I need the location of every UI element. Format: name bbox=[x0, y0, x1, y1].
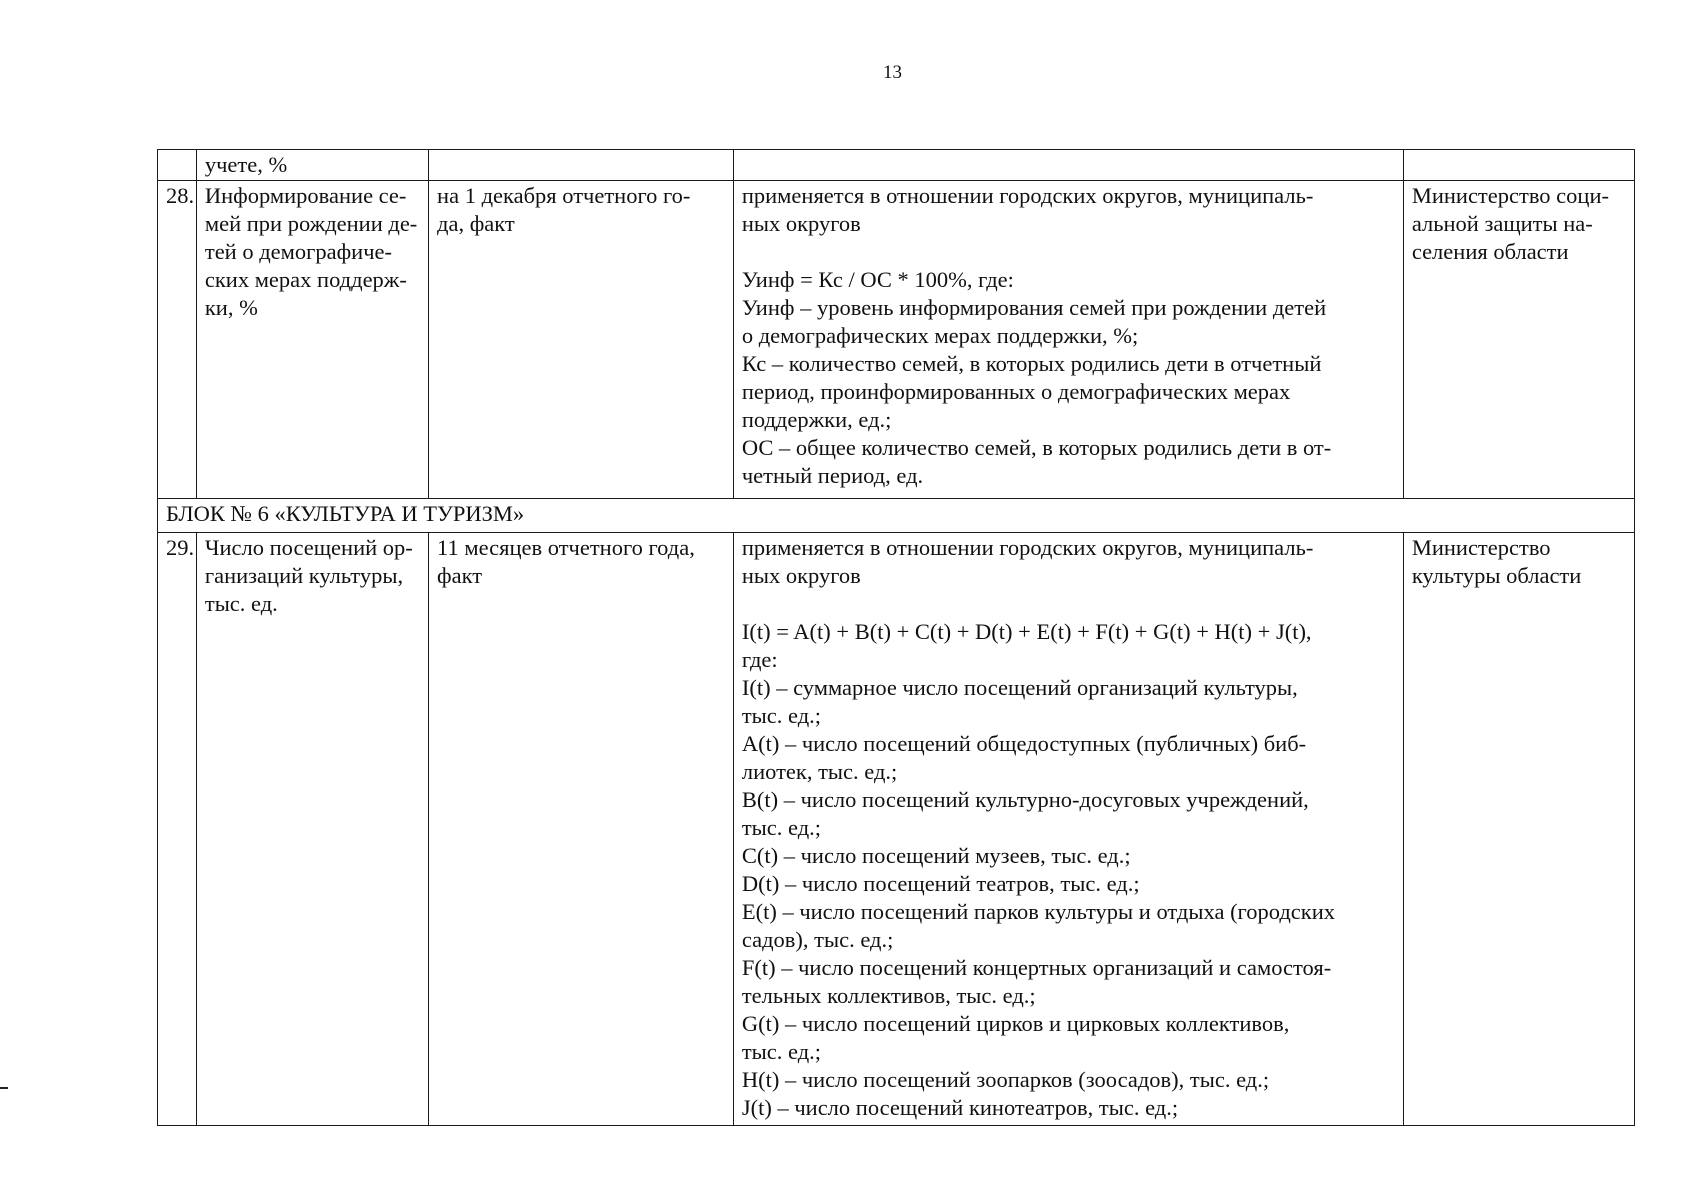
responsible-cell bbox=[1403, 181, 1634, 499]
definition-line: F(t) – число посещений концертных организаций и самостоя- bbox=[741, 955, 1332, 980]
table-row-28 bbox=[158, 181, 1635, 499]
period-cell bbox=[429, 181, 734, 499]
row-number: 29. bbox=[166, 535, 195, 560]
method-intro-line: применяется в отношении городских округов, муниципаль- bbox=[741, 183, 1314, 208]
formula-line: Уинф = Кс / ОС * 100%, где: bbox=[741, 267, 1014, 292]
method-cell bbox=[733, 150, 1403, 181]
block-title: БЛОК № 6 «КУЛЬТУРА И ТУРИЗМ» bbox=[158, 499, 1635, 533]
row-number: 28. bbox=[166, 183, 195, 208]
formula-line: I(t) = A(t) + B(t) + C(t) + D(t) + E(t) + F(t) + G(t) + H(t) + J(t), bbox=[741, 619, 1312, 644]
responsible-line: Министерство bbox=[1411, 535, 1551, 560]
indicator-name-cell bbox=[196, 533, 428, 1126]
definition-line: G(t) – число посещений цирков и цирковых коллективов, bbox=[741, 1011, 1290, 1036]
definition-line: поддержки, ед.; bbox=[741, 407, 892, 432]
definition-line: H(t) – число посещений зоопарков (зоосадов), тыс. ед.; bbox=[741, 1067, 1270, 1092]
indicator-name-cell bbox=[196, 150, 428, 181]
definition-line: ОС – общее количество семей, в которых родились дети в от- bbox=[741, 435, 1332, 460]
indicator-name-line: ских мерах поддерж- bbox=[204, 267, 407, 292]
definition-line: тыс. ед.; bbox=[741, 815, 822, 840]
block-header-row bbox=[158, 499, 1635, 533]
margin-mark bbox=[0, 1087, 8, 1089]
responsible-cell bbox=[1403, 150, 1634, 181]
period-cell bbox=[429, 150, 734, 181]
responsible-cell bbox=[1403, 533, 1634, 1126]
indicator-name-line: учете, % bbox=[204, 152, 288, 177]
indicator-name-line: тей о демографиче- bbox=[204, 239, 393, 264]
definition-line: D(t) – число посещений театров, тыс. ед.; bbox=[741, 871, 1140, 896]
definition-line: C(t) – число посещений музеев, тыс. ед.; bbox=[741, 843, 1131, 868]
spacer bbox=[742, 238, 1395, 266]
period-cell bbox=[429, 533, 734, 1126]
responsible-line: альной защиты на- bbox=[1411, 211, 1593, 236]
indicator-name-line: мей при рождении де- bbox=[204, 211, 418, 236]
definition-line: I(t) – суммарное число посещений организаций культуры, bbox=[741, 675, 1298, 700]
table-row-continuation bbox=[158, 150, 1635, 181]
definition-line: B(t) – число посещений культурно-досуговых учреждений, bbox=[741, 787, 1309, 812]
page-number: 13 bbox=[883, 62, 902, 83]
responsible-line: культуры области bbox=[1411, 563, 1582, 588]
indicators-table bbox=[157, 149, 1635, 1126]
definition-line: период, проинформированных о демографических мерах bbox=[741, 379, 1291, 404]
period-line: факт bbox=[437, 563, 483, 588]
definition-line: четный период, ед. bbox=[741, 463, 924, 488]
row-number-cell bbox=[158, 181, 197, 499]
definition-line: Уинф – уровень информирования семей при рождении детей bbox=[741, 295, 1327, 320]
period-line: да, факт bbox=[437, 211, 515, 236]
indicator-name-cell bbox=[196, 181, 428, 499]
row-number-cell bbox=[158, 150, 197, 181]
indicator-name-line: тыс. ед. bbox=[204, 591, 278, 616]
row-number-cell bbox=[158, 533, 197, 1126]
indicator-name-line: ганизаций культуры, bbox=[204, 563, 404, 588]
definition-line: A(t) – число посещений общедоступных (публичных) биб- bbox=[741, 731, 1307, 756]
table-row-29 bbox=[158, 533, 1635, 1126]
method-cell bbox=[733, 533, 1403, 1126]
definition-line: где: bbox=[741, 647, 778, 672]
definition-line: тыс. ед.; bbox=[741, 703, 822, 728]
definition-line: о демографических мерах поддержки, %; bbox=[741, 323, 1139, 348]
responsible-line: Министерство соци- bbox=[1411, 183, 1609, 208]
definition-line: Кс – количество семей, в которых родились дети в отчетный bbox=[741, 351, 1322, 376]
method-cell bbox=[733, 181, 1403, 499]
spacer bbox=[742, 590, 1395, 618]
method-intro-line: ных округов bbox=[741, 211, 861, 236]
definition-line: E(t) – число посещений парков культуры и отдыха (городских bbox=[741, 899, 1335, 924]
period-line: на 1 декабря отчетного го- bbox=[437, 183, 691, 208]
method-intro-line: применяется в отношении городских округов, муниципаль- bbox=[741, 535, 1314, 560]
definition-line: тельных коллективов, тыс. ед.; bbox=[741, 983, 1036, 1008]
definition-line: тыс. ед.; bbox=[741, 1039, 822, 1064]
indicator-name-line: ки, % bbox=[204, 295, 258, 320]
indicator-name-line: Число посещений ор- bbox=[204, 535, 413, 560]
definition-line: лиотек, тыс. ед.; bbox=[741, 759, 898, 784]
indicator-name-line: Информирование се- bbox=[204, 183, 407, 208]
definition-line: J(t) – число посещений кинотеатров, тыс. ед.; bbox=[741, 1095, 1179, 1120]
definition-line: садов), тыс. ед.; bbox=[741, 927, 894, 952]
period-line: 11 месяцев отчетного года, bbox=[437, 535, 695, 560]
responsible-line: селения области bbox=[1411, 239, 1569, 264]
method-intro-line: ных округов bbox=[741, 563, 861, 588]
